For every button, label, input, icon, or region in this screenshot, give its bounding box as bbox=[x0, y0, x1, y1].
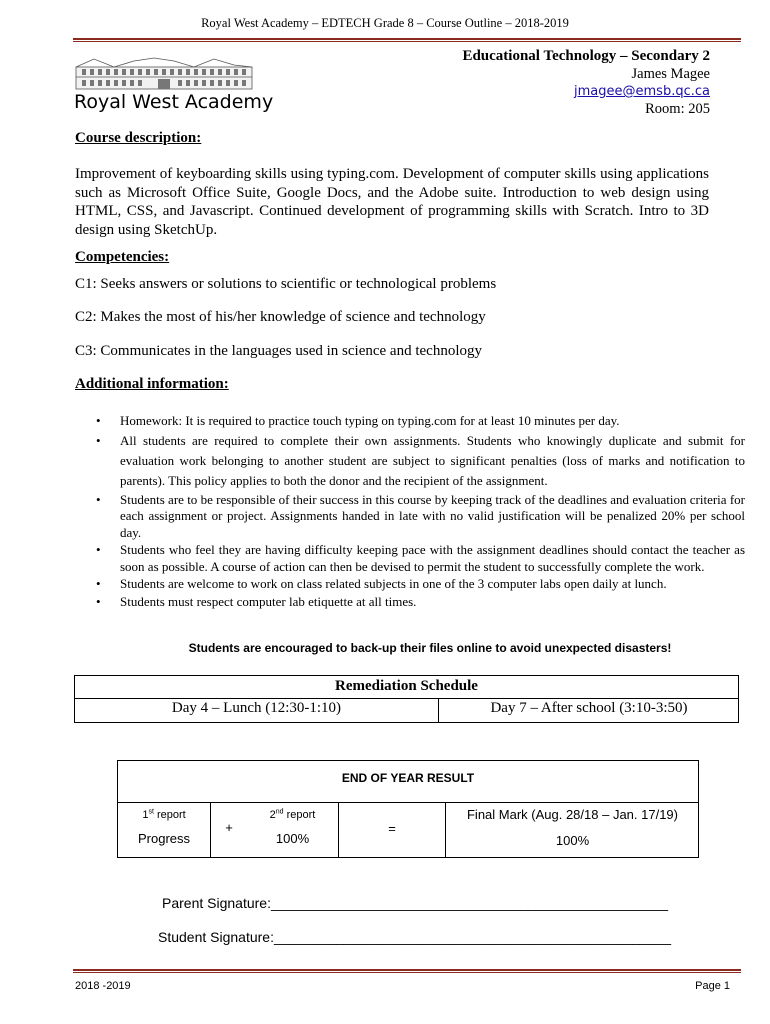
list-item: • Students are welcome to work on class related subjects in one of the 3 computer labs open daily at lunch. bbox=[96, 576, 667, 591]
course-description-heading: Course description: bbox=[75, 130, 202, 146]
student-signature-line: Student Signature:___________________________________________________ bbox=[158, 929, 672, 945]
additional-info-list bbox=[75, 413, 745, 611]
additional-info-heading: Additional information: bbox=[75, 376, 229, 392]
table-divider bbox=[75, 698, 738, 699]
header-rule bbox=[73, 38, 741, 40]
list-item: • Students must respect computer lab etiquette at all times. bbox=[96, 593, 417, 609]
list-item: • Students are to be responsible of their success in this course by keeping track of the deadlines and evaluation criteria for each assignment or project. Assignments handed in late with no valid justification will be penalized 20% per school day. bbox=[96, 491, 745, 540]
backup-notice: Students are encouraged to back-up their files online to avoid unexpected disasters! bbox=[188, 641, 672, 655]
list-item: • Students who feel they are having difficulty keeping pace with the assignment deadlines should contact the teacher as soon as possible. A course of action can then be devised to permit the student to successfully complete the work. bbox=[96, 542, 745, 574]
footer-rule-thin bbox=[73, 972, 741, 973]
bullet-icon: • bbox=[96, 432, 101, 448]
final-mark-label: Final Mark (Aug. 28/18 – Jan. 17/19) bbox=[466, 807, 678, 822]
list-item: • Homework: It is required to practice touch typing on typing.com for at least 10 minutes per day. bbox=[96, 413, 620, 428]
school-name: Royal West Academy bbox=[74, 91, 274, 113]
competencies-heading: Competencies: bbox=[75, 249, 170, 265]
footer-year: 2018 -2019 bbox=[75, 980, 131, 992]
second-report-label: 2nd report bbox=[269, 808, 316, 821]
bullet-icon: • bbox=[96, 542, 101, 557]
bullet-icon: • bbox=[96, 413, 101, 428]
footer-rule bbox=[73, 969, 741, 971]
school-building-icon bbox=[74, 55, 254, 91]
final-mark-value: 100% bbox=[555, 833, 590, 848]
course-title: Educational Technology – Secondary 2 bbox=[462, 48, 710, 64]
remediation-day4: Day 4 – Lunch (12:30-1:10) bbox=[171, 700, 342, 716]
end-of-year-title: END OF YEAR RESULT bbox=[341, 771, 475, 785]
page-header: Royal West Academy – EDTECH Grade 8 – Course Outline – 2018-2019 bbox=[201, 16, 569, 30]
bullet-icon: • bbox=[96, 491, 101, 507]
page-number: Page 1 bbox=[695, 980, 730, 992]
plus-sign: + bbox=[225, 820, 233, 835]
list-item: • All students are required to complete their own assignments. Students who knowingly duplicate and submit for evaluation work belonging to another student are subject to significant penalties (loss of marks and notification to parents). This policy applies to both the donor and the recipient of the assignment. bbox=[96, 432, 745, 488]
end-of-year-table bbox=[117, 760, 699, 858]
table-divider bbox=[118, 802, 698, 803]
remediation-title: Remediation Schedule bbox=[335, 678, 478, 694]
teacher-email-link[interactable]: jmagee@emsb.qc.ca bbox=[574, 84, 710, 99]
course-description-text: Improvement of keyboarding skills using typing.com. Development of computer skills using applications such as Microsoft Office Suite, Google Docs, and the Adobe suite. Introduction to web design using HTML, CSS, and Javascript. Continued development of programming skills with Scratch. Intro to 3D design using SketchUp. bbox=[75, 166, 709, 238]
bullet-icon: • bbox=[96, 576, 101, 591]
teacher-name: James Magee bbox=[631, 66, 710, 82]
competency-c2: C2: Makes the most of his/her knowledge of science and technology bbox=[75, 309, 486, 325]
first-report-label: 1st report bbox=[142, 808, 186, 821]
first-report-value: Progress bbox=[137, 831, 191, 846]
header-rule-thin bbox=[73, 41, 741, 42]
remediation-table bbox=[74, 675, 739, 723]
room-number: Room: 205 bbox=[645, 101, 710, 117]
competency-c1: C1: Seeks answers or solutions to scientific or technological problems bbox=[75, 276, 497, 292]
equals-sign: = bbox=[388, 821, 396, 836]
parent-signature-line: Parent Signature:___________________________________________________ bbox=[162, 895, 669, 911]
competency-c3: C3: Communicates in the languages used in science and technology bbox=[75, 343, 482, 359]
remediation-day7: Day 7 – After school (3:10-3:50) bbox=[490, 700, 688, 716]
bullet-icon: • bbox=[96, 593, 101, 609]
second-report-value: 100% bbox=[275, 831, 310, 846]
